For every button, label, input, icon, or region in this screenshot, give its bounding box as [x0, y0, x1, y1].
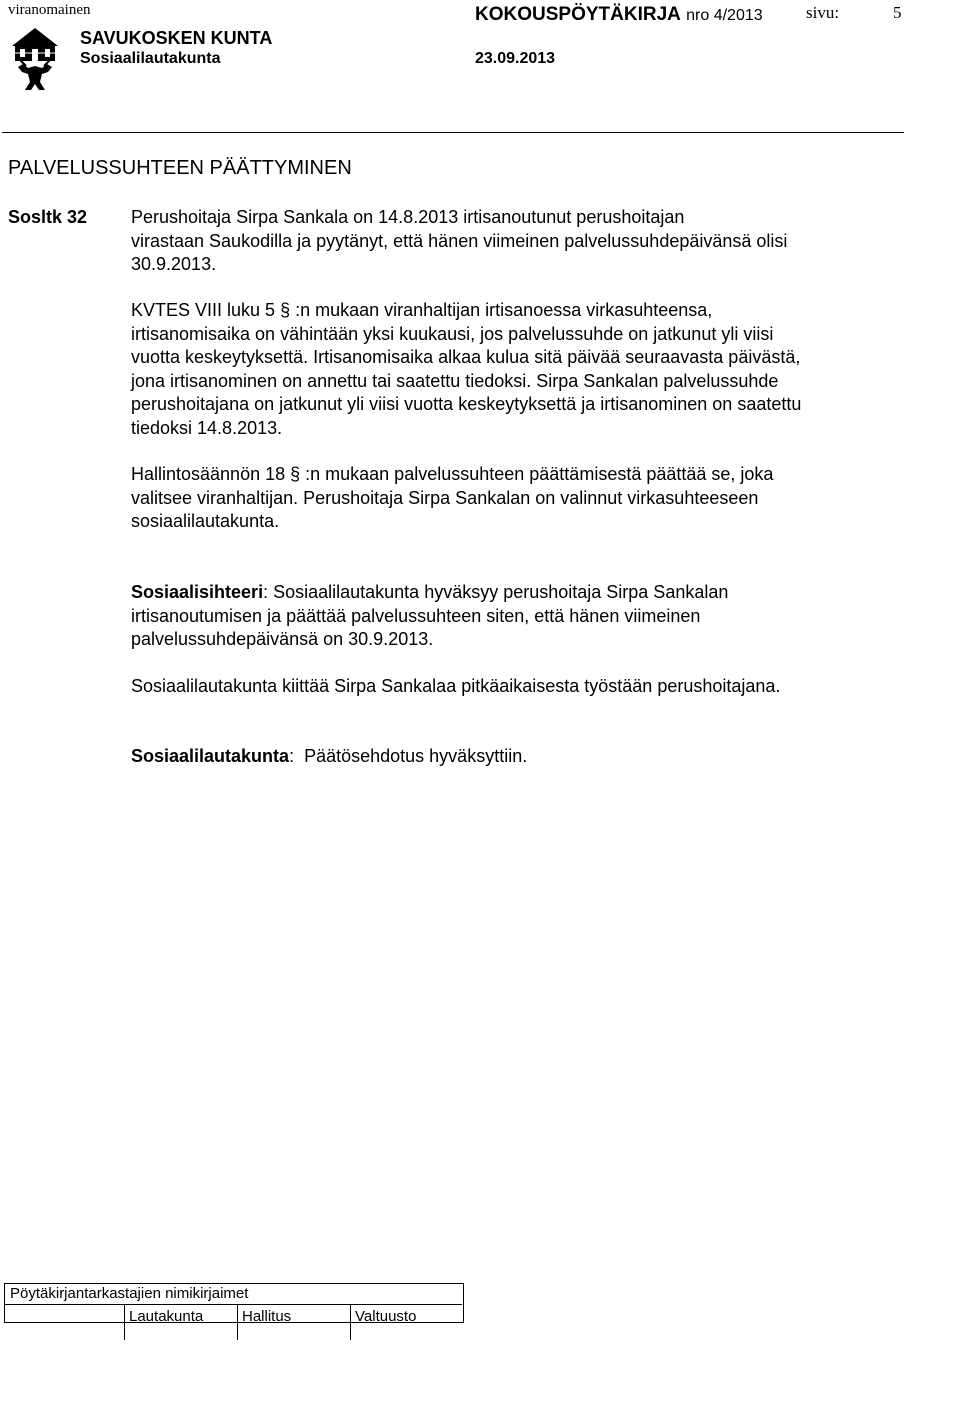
doc-title: KOKOUSPÖYTÄKIRJA	[475, 4, 681, 25]
text-line: palvelussuhdepäivänsä on 30.9.2013.	[131, 629, 434, 649]
text-line: sosiaalilautakunta.	[131, 511, 280, 531]
decision-separator: :	[289, 746, 305, 766]
decision-line	[131, 745, 901, 769]
decision-text: Päätösehdotus hyväksyttiin.	[304, 746, 528, 766]
initials-table-title: Pöytäkirjantarkastajien nimikirjaimet	[10, 1285, 249, 1302]
text-line: perushoitajana on jatkunut yli viisi vuotta keskeytyksettä ja irtisanominen on saatettu	[131, 394, 802, 414]
doc-type-label: viranomainen	[8, 2, 91, 18]
proposal-text: Sosiaalilautakunta hyväksyy perushoitaja Sirpa Sankalan	[273, 582, 729, 602]
doc-number: nro 4/2013	[686, 7, 763, 24]
paragraph-decision	[131, 745, 901, 769]
municipality-crest	[6, 22, 64, 94]
page-number: 5	[893, 3, 902, 22]
text-line: Sosiaalilautakunta kiittää Sirpa Sankalaa pitkäaikaisesta työstään perushoitajana.	[131, 676, 781, 696]
text-line: tiedoksi 14.8.2013.	[131, 417, 283, 438]
meeting-date: 23.09.2013	[475, 50, 556, 67]
municipality-name: SAVUKOSKEN KUNTA	[80, 28, 273, 48]
paragraph-kvtes	[131, 299, 901, 440]
initials-col-lautakunta: Lautakunta	[129, 1308, 204, 1325]
decision-label: Sosiaalilautakunta	[131, 746, 290, 766]
header-divider	[2, 132, 904, 133]
committee-name: Sosiaalilautakunta	[80, 50, 221, 67]
paragraph-hallintosaanto	[131, 463, 901, 534]
initials-col-divider	[350, 1304, 351, 1340]
paragraph-resignation	[131, 206, 901, 277]
proposal-label: Sosiaalisihteeri	[131, 582, 264, 602]
section-title: PALVELUSSUHTEEN PÄÄTTYMINEN	[8, 157, 352, 179]
initials-col-divider	[124, 1304, 125, 1340]
page-label: sivu:	[806, 3, 840, 22]
text-line: irtisanoutumisen ja päättää palvelussuhteen siten, että hänen viimeinen	[131, 605, 701, 626]
paragraph-proposal	[131, 581, 901, 652]
section-ref: Sosltk 32	[8, 207, 88, 227]
text-line: irtisanomisaika on vähintään yksi kuukausi, jos palvelussuhde on jatkunut yli viisi	[131, 323, 774, 344]
text-line: virastaan Saukodilla ja pyytänyt, että hänen viimeinen palvelussuhdepäivänsä olisi	[131, 230, 788, 251]
initials-table-divider	[4, 1304, 462, 1305]
text-line: valitsee viranhaltijan. Perushoitaja Sirpa Sankalan on valinnut virkasuhteeseen	[131, 487, 759, 508]
proposal-separator: :	[263, 582, 274, 602]
initials-col-hallitus: Hallitus	[242, 1308, 292, 1325]
proposal-first-line	[131, 581, 901, 605]
paragraph-thanks	[131, 675, 901, 699]
doc-title-line	[475, 4, 763, 26]
text-line: 30.9.2013.	[131, 254, 217, 274]
text-line: Perushoitaja Sirpa Sankala on 14.8.2013 irtisanoutunut perushoitajan	[131, 207, 685, 227]
text-line: KVTES VIII luku 5 § :n mukaan viranhaltijan irtisanoessa virkasuhteensa,	[131, 300, 713, 320]
text-line: vuotta keskeytyksettä. Irtisanomisaika alkaa kulua sitä päivää seuraavasta päivästä,	[131, 347, 801, 367]
text-line: jona irtisanominen on annettu tai saatettu tiedoksi. Sirpa Sankalan palvelussuhde	[131, 370, 779, 391]
text-line: Hallintosäännön 18 § :n mukaan palvelussuhteen päättämisestä päättää se, joka	[131, 464, 774, 484]
initials-col-divider	[237, 1304, 238, 1340]
initials-col-valtuusto: Valtuusto	[355, 1308, 417, 1325]
